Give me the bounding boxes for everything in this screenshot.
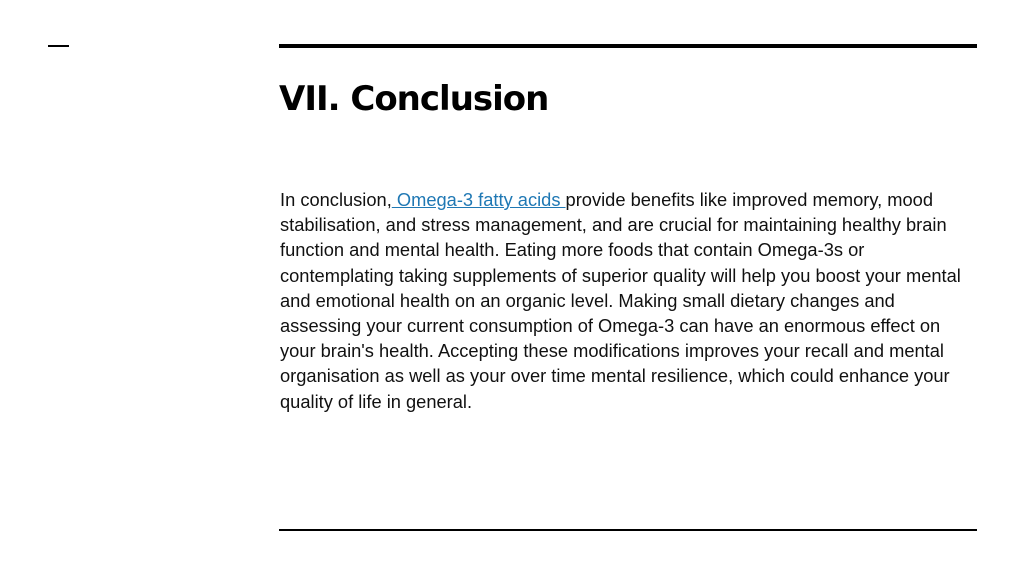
slide-title: VII. Conclusion [279, 79, 549, 119]
conclusion-paragraph [280, 187, 980, 414]
corner-dash-decoration [48, 45, 69, 47]
omega-3-link[interactable]: Omega-3 fatty acids [391, 189, 566, 210]
top-divider [279, 44, 977, 48]
paragraph-intro: In conclusion, [280, 189, 392, 210]
paragraph-body: provide benefits like improved memory, mood stabilisation, and stress management, and are crucial for maintaining healthy brain function and mental health. Eating more foods that contain Omega-3s or contemplating taking supplements of superior quality will help you boost your mental and emotional health on an organic level. Making small dietary changes and assessing your current consumption of Omega-3 can have an enormous effect on your brain's health. Accepting these modifications improves your recall and mental organisation as well as your over time mental resilience, which could enhance your quality of life in general. [280, 189, 961, 412]
bottom-divider [279, 529, 977, 531]
